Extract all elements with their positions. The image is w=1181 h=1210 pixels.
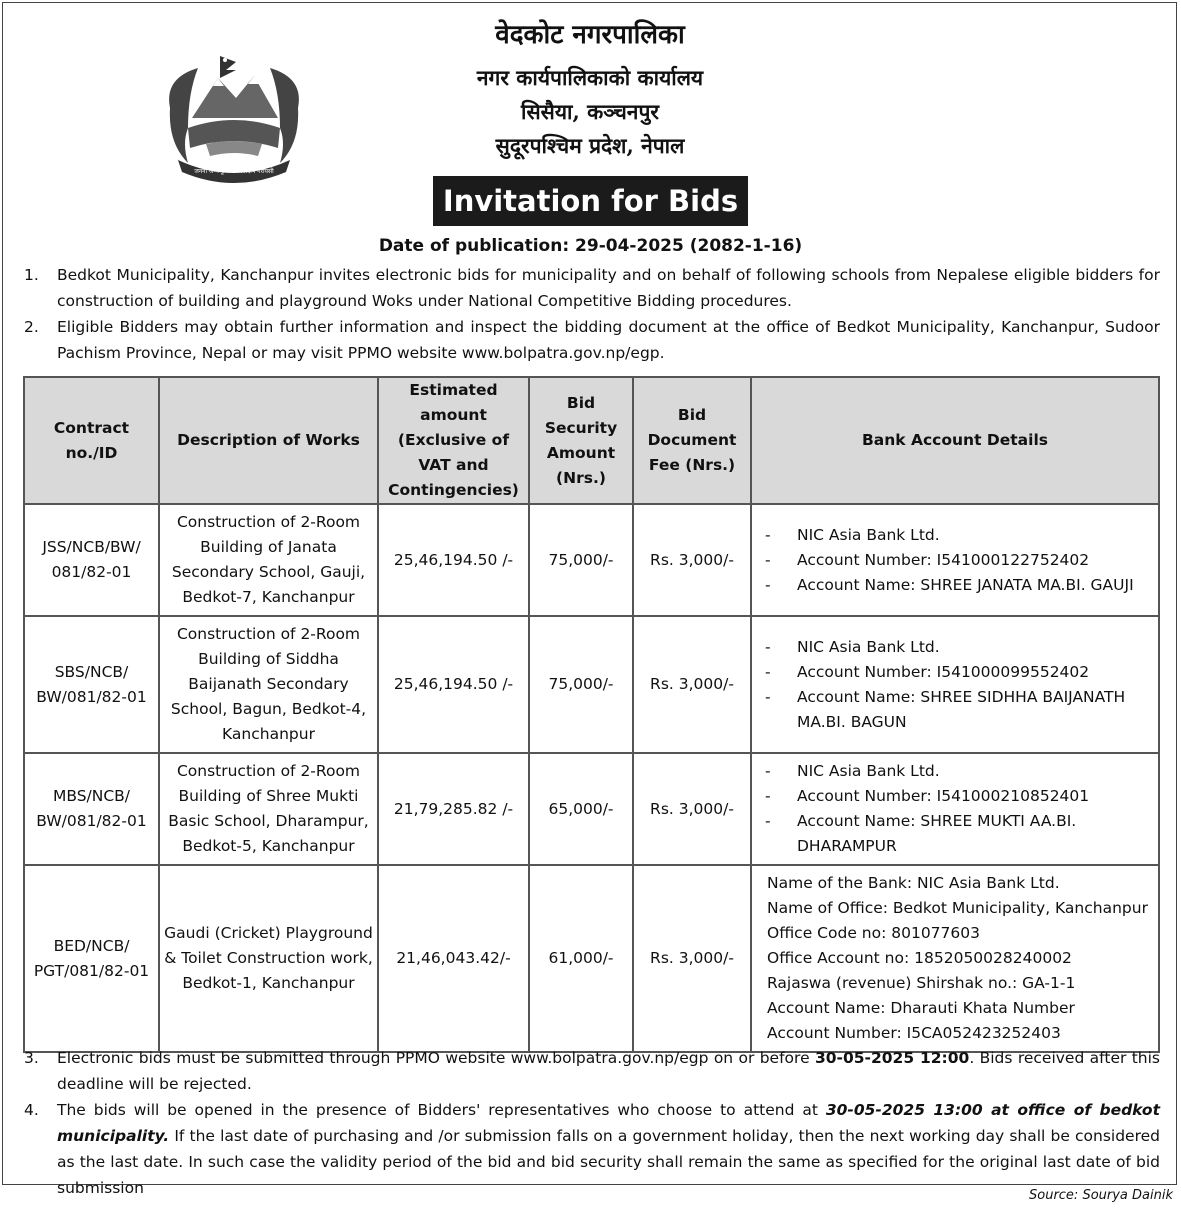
table-header-row <box>24 377 1159 504</box>
cell-contract: JSS/NCB/BW/ 081/82-01 <box>24 504 159 616</box>
emblem-motto-text: जननी जन्मभूमिश्च स्वर्गादपि गरीयसी <box>194 168 274 175</box>
cell-bank <box>751 504 1159 616</box>
paragraph-text-part: Electronic bids must be submitted through PPMO website www.bolpatra.gov.np/egp on or before <box>57 1049 815 1067</box>
paragraph-text <box>57 1097 1160 1201</box>
cell-contract: SBS/NCB/ BW/081/82-01 <box>24 616 159 753</box>
col-header-fee: Bid Document Fee (Nrs.) <box>633 377 751 504</box>
cell-description: Gaudi (Cricket) Playground & Toilet Construction work, Bedkot-1, Kanchanpur <box>159 865 378 1052</box>
cell-fee: Rs. 3,000/- <box>633 616 751 753</box>
table-row <box>24 753 1159 865</box>
bank-detail: Office Account no: 1852050028240002 <box>767 949 1072 967</box>
bank-details-list <box>755 523 1155 598</box>
bank-detail: - Account Name: SHREE MUKTI AA.BI. DHARAMPUR <box>765 809 1149 859</box>
cell-security: 75,000/- <box>529 504 633 616</box>
paragraph-number: 4. <box>24 1101 39 1119</box>
source-credit: Source: Sourya Dainik <box>1029 1188 1173 1203</box>
paragraph-3 <box>24 1045 1160 1097</box>
bank-detail: - Account Name: SHREE SIDHHA BAIJANATH MA.BI. BAGUN <box>765 685 1149 735</box>
office-subtitle: नगर कार्यपालिकाको कार्यालय <box>476 65 704 90</box>
paragraph-text: Eligible Bidders may obtain further information and inspect the bidding document at the office of Bedkot Municipality, Kanchanpur, Sudoor Pachism Province, Nepal or may visit PPMO website www.bolpatra.gov.np/egp. <box>57 318 1160 362</box>
table-row <box>24 865 1159 1052</box>
office-name: वेदकोट नगरपालिका <box>495 20 685 50</box>
bank-detail: Account Name: Dharauti Khata Number <box>767 999 1075 1017</box>
cell-contract: MBS/NCB/ BW/081/82-01 <box>24 753 159 865</box>
paragraph-number: 3. <box>24 1049 39 1067</box>
bank-detail: Rajaswa (revenue) Shirshak no.: GA-1-1 <box>767 974 1076 992</box>
col-header-security: Bid Security Amount (Nrs.) <box>529 377 633 504</box>
cell-bank <box>751 753 1159 865</box>
col-header-bank: Bank Account Details <box>751 377 1159 504</box>
paragraph-text-part: The bids will be opened in the presence of Bidders' representatives who choose to attend at <box>57 1101 826 1119</box>
bank-detail: - Account Name: SHREE JANATA MA.BI. GAUJI <box>765 573 1149 598</box>
table-row <box>24 616 1159 753</box>
paragraph-number: 1. <box>24 266 39 284</box>
bank-detail: - Account Number: I541000099552402 <box>765 660 1149 685</box>
cell-fee: Rs. 3,000/- <box>633 753 751 865</box>
bank-detail: - Account Number: I541000210852401 <box>765 784 1149 809</box>
bank-detail: Name of the Bank: NIC Asia Bank Ltd. <box>767 874 1060 892</box>
bank-details-list <box>755 759 1155 859</box>
bids-table <box>23 376 1160 1053</box>
paragraph-text-part: . Bids received after this deadline will be rejected. <box>57 1049 1161 1093</box>
opening-datetime: 30-05-2025 13:00 at office of bedkot municipality. <box>57 1101 1160 1145</box>
paragraph-text: Bedkot Municipality, Kanchanpur invites electronic bids for municipality and on behalf of following schools from Nepalese eligible bidders for construction of building and playground Woks under National Competitive Bidding procedures. <box>57 266 1160 310</box>
paragraph-number: 2. <box>24 318 39 336</box>
cell-estimate: 21,79,285.82 /- <box>378 753 529 865</box>
col-header-description: Description of Works <box>159 377 378 504</box>
paragraph-1 <box>24 262 1160 314</box>
paragraph-2 <box>24 314 1160 366</box>
table-row <box>24 504 1159 616</box>
cell-description: Construction of 2-Room Building of Shree Mukti Basic School, Dharampur, Bedkot-5, Kanchanpur <box>159 753 378 865</box>
cell-estimate: 25,46,194.50 /- <box>378 616 529 753</box>
notice-title: Invitation for Bids <box>433 176 748 226</box>
cell-bank <box>751 616 1159 753</box>
col-header-estimate: Estimated amount (Exclusive of VAT and Contingencies) <box>378 377 529 504</box>
cell-fee: Rs. 3,000/- <box>633 504 751 616</box>
cell-estimate: 25,46,194.50 /- <box>378 504 529 616</box>
cell-description: Construction of 2-Room Building of Janata Secondary School, Gauji, Bedkot-7, Kanchanpur <box>159 504 378 616</box>
cell-description: Construction of 2-Room Building of Siddha Baijanath Secondary School, Bagun, Bedkot-4, Kanchanpur <box>159 616 378 753</box>
office-address: सिसैया, कञ्चनपुर <box>521 99 659 124</box>
bank-detail: - NIC Asia Bank Ltd. <box>765 759 1149 784</box>
publication-date: Date of publication: 29-04-2025 (2082-1-16) <box>378 236 803 256</box>
bank-detail: - NIC Asia Bank Ltd. <box>765 635 1149 660</box>
bank-details-block <box>755 871 1155 1046</box>
bank-detail: Name of Office: Bedkot Municipality, Kanchanpur <box>767 899 1148 917</box>
cell-estimate: 21,46,043.42/- <box>378 865 529 1052</box>
cell-bank <box>751 865 1159 1052</box>
bank-detail: - Account Number: I541000122752402 <box>765 548 1149 573</box>
col-header-contract: Contract no./ID <box>24 377 159 504</box>
bank-details-list <box>755 635 1155 735</box>
nepal-emblem-icon <box>158 48 310 183</box>
submission-deadline: 30-05-2025 12:00 <box>814 1049 970 1067</box>
bank-detail: Office Code no: 801077603 <box>767 924 980 942</box>
cell-fee: Rs. 3,000/- <box>633 865 751 1052</box>
cell-security: 75,000/- <box>529 616 633 753</box>
cell-contract: BED/NCB/ PGT/081/82-01 <box>24 865 159 1052</box>
cell-security: 65,000/- <box>529 753 633 865</box>
paragraph-text <box>57 1045 1160 1097</box>
bank-detail: - NIC Asia Bank Ltd. <box>765 523 1149 548</box>
office-province: सुदूरपश्चिम प्रदेश, नेपाल <box>495 133 685 158</box>
cell-security: 61,000/- <box>529 865 633 1052</box>
paragraph-4 <box>24 1097 1160 1201</box>
bank-detail: Account Number: I5CA052423252403 <box>767 1024 1061 1042</box>
paragraph-text-part: If the last date of purchasing and /or submission falls on a government holiday, then the next working day shall be considered as the last date. In such case the validity period of the bid and bid security shall remain the same as specified for the original last date of bid submission <box>57 1127 1160 1197</box>
